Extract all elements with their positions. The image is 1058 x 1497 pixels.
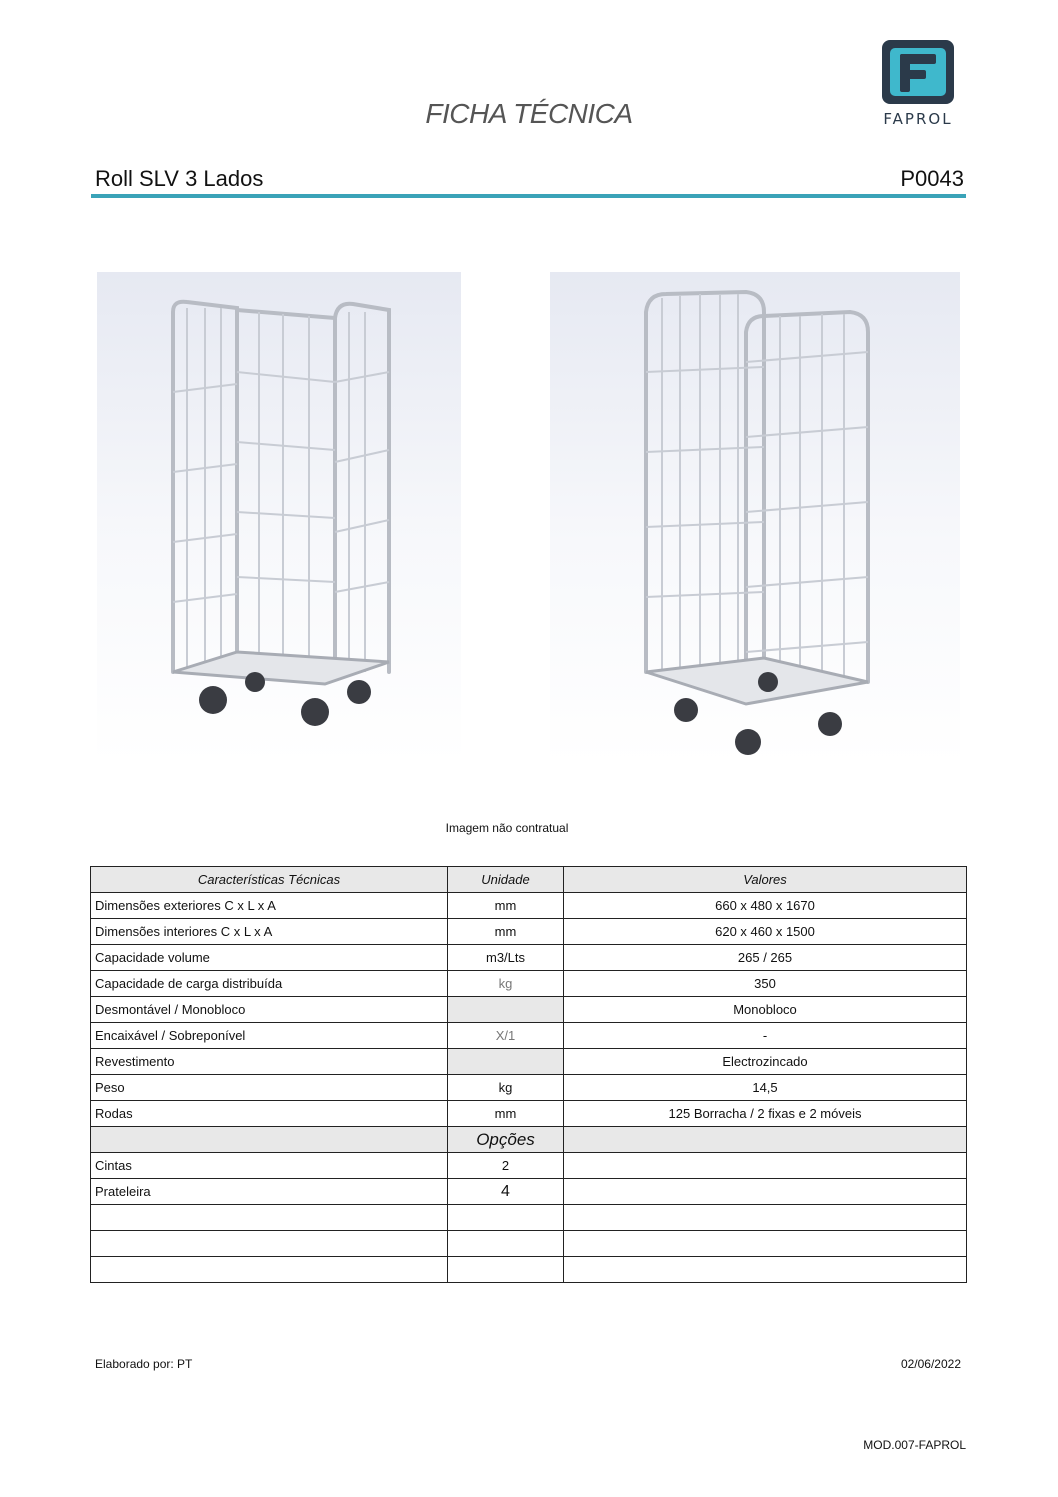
option-blank	[564, 1153, 967, 1179]
option-value: 4	[448, 1179, 564, 1205]
product-code: P0043	[900, 166, 964, 191]
options-header: Opções	[448, 1127, 564, 1153]
roll-cage-angle-icon	[550, 272, 960, 764]
row-label: Peso	[91, 1075, 448, 1101]
empty-row	[91, 1231, 967, 1257]
option-row	[91, 1153, 967, 1179]
product-photo-front	[97, 272, 461, 763]
option-label: Prateleira	[91, 1179, 448, 1205]
options-header-blank	[91, 1127, 448, 1153]
row-unit	[448, 997, 564, 1023]
row-unit: kg	[448, 971, 564, 997]
options-header-row	[91, 1127, 967, 1153]
row-value: 620 x 460 x 1500	[564, 919, 967, 945]
table-row	[91, 971, 967, 997]
model-reference: MOD.007-FAPROL	[863, 1438, 966, 1452]
empty-row	[91, 1257, 967, 1283]
option-blank	[564, 1179, 967, 1205]
table-row	[91, 1101, 967, 1127]
option-value: 2	[448, 1153, 564, 1179]
row-value: Monobloco	[564, 997, 967, 1023]
table-row	[91, 1075, 967, 1101]
row-label: Rodas	[91, 1101, 448, 1127]
row-label: Dimensões exteriores C x L x A	[91, 893, 448, 919]
row-label: Revestimento	[91, 1049, 448, 1075]
row-value: 14,5	[564, 1075, 967, 1101]
table-row	[91, 945, 967, 971]
options-header-blank	[564, 1127, 967, 1153]
row-unit: kg	[448, 1075, 564, 1101]
empty-row	[91, 1205, 967, 1231]
image-disclaimer: Imagem não contratual	[445, 821, 569, 835]
header-characteristics: Características Técnicas	[91, 867, 448, 893]
row-value: Electrozincado	[564, 1049, 967, 1075]
header-values: Valores	[564, 867, 967, 893]
row-value: -	[564, 1023, 967, 1049]
table-header-row	[91, 867, 967, 893]
row-value: 350	[564, 971, 967, 997]
row-unit	[448, 1049, 564, 1075]
row-unit: m3/Lts	[448, 945, 564, 971]
row-unit: mm	[448, 1101, 564, 1127]
row-value: 265 / 265	[564, 945, 967, 971]
row-label: Dimensões interiores C x L x A	[91, 919, 448, 945]
row-label: Encaixável / Sobreponível	[91, 1023, 448, 1049]
document-date: 02/06/2022	[900, 1357, 961, 1371]
row-unit: mm	[448, 893, 564, 919]
option-row	[91, 1179, 967, 1205]
table-row	[91, 1049, 967, 1075]
table-row	[91, 997, 967, 1023]
technical-specs-table	[90, 866, 967, 1283]
table-row	[91, 1023, 967, 1049]
product-photo-angle	[550, 272, 960, 764]
table-row	[91, 893, 967, 919]
title-divider	[91, 194, 966, 198]
option-label: Cintas	[91, 1153, 448, 1179]
row-label: Capacidade volume	[91, 945, 448, 971]
document-title: FICHA TÉCNICA	[425, 98, 633, 129]
row-unit: X/1	[448, 1023, 564, 1049]
row-value: 660 x 480 x 1670	[564, 893, 967, 919]
row-label: Capacidade de carga distribuída	[91, 971, 448, 997]
prepared-by: Elaborado por: PT	[95, 1357, 193, 1371]
row-value: 125 Borracha / 2 fixas e 2 móveis	[564, 1101, 967, 1127]
logo-text: FAPROL	[883, 110, 953, 128]
header-unit: Unidade	[448, 867, 564, 893]
row-unit: mm	[448, 919, 564, 945]
roll-cage-front-icon	[97, 272, 461, 763]
product-name: Roll SLV 3 Lados	[95, 166, 264, 191]
row-label: Desmontável / Monobloco	[91, 997, 448, 1023]
table-row	[91, 919, 967, 945]
